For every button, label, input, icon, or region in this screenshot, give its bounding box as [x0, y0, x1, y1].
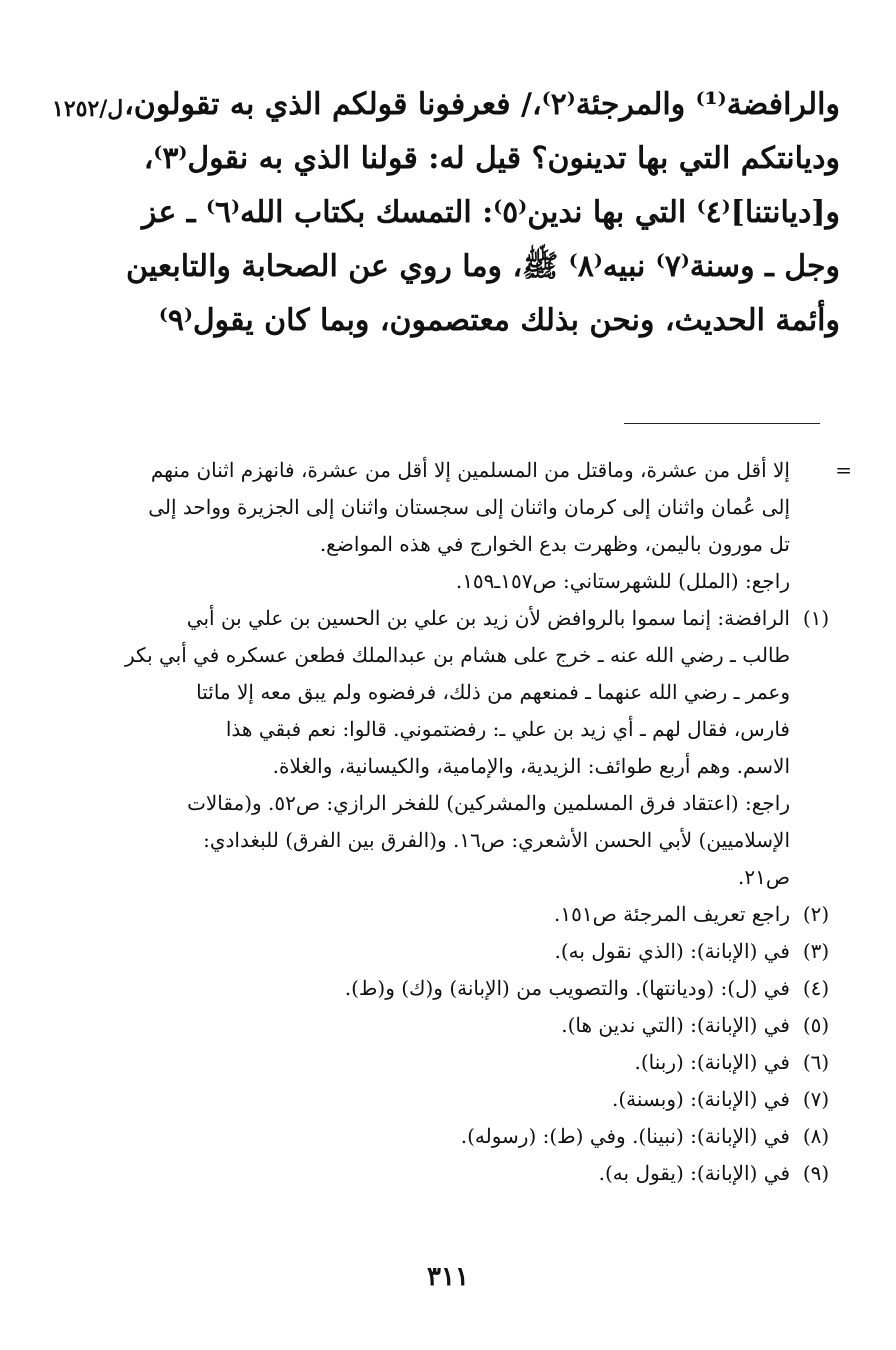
footnote-number: (٤) [802, 976, 830, 1000]
footnote-line: إلى عُمان واثنان إلى كرمان واثنان إلى سجستان واثنان إلى الجزيرة وواحد إلى [148, 495, 790, 519]
footnote-separator [624, 423, 820, 424]
footnote-line: إلا أقل من عشرة، وماقتل من المسلمين إلا أقل من عشرة، فانهزم اثنان منهم [150, 458, 790, 482]
footnote-line: راجع: (اعتقاد فرق المسلمين والمشركين) للفخر الرازي: ص٥٢. و(مقالات [187, 791, 790, 815]
footnote-6 [146, 1044, 842, 1081]
main-text-line: وديانتكم التي بها تدينون؟ قيل له: قولنا الذي به نقول⁽٣⁾، [143, 141, 840, 176]
footnote-line: في (الإبانة): (ربنا). [634, 1050, 790, 1074]
footnote-line: الإسلاميين) لأبي الحسن الأشعري: ص١٦. و(الفرق بين الفرق) للبغدادي: [203, 828, 790, 852]
footnote-line: وعمر ـ رضي الله عنهما ـ فمنعهم من ذلك، فرفضوه ولم يبق معه إلا مائتا [196, 680, 790, 704]
footnote-line: فارس، فقال لهم ـ أي زيد بن علي ـ: رفضتموني. قالوا: نعم فبقي هذا [225, 717, 790, 741]
footnote-line: راجع: (الملل) للشهرستاني: ص١٥٧ـ١٥٩. [455, 569, 790, 593]
footnote-continuation [146, 452, 852, 600]
footnote-line: راجع تعريف المرجئة ص١٥١. [554, 902, 790, 926]
main-text-line: و[ديانتنا]⁽٤⁾ التي بها ندين⁽٥⁾: التمسك بكتاب الله⁽٦⁾ ـ عز [141, 195, 840, 230]
footnote-line: تل مورون باليمن، وظهرت بدع الخوارج في هذه المواضع. [319, 532, 790, 556]
continuation-mark: = [835, 458, 852, 482]
footnote-line: في (الإبانة): (التي ندين ها). [561, 1013, 790, 1037]
main-text-line: وأئمة الحديث، ونحن بذلك معتصمون، وبما كان يقول⁽٩⁾ [158, 303, 840, 338]
footnote-line: في (الإبانة): (يقول به). [598, 1161, 790, 1185]
footnote-line: ص٢١. [737, 865, 790, 889]
main-text-line: والرافضة⁽¹⁾ والمرجئة⁽٢⁾،/ فعرفونا قولكم الذي به تقولون، [124, 87, 840, 122]
main-text-block [124, 78, 840, 348]
footnote-number: (١) [802, 606, 830, 630]
footnote-9 [146, 1155, 842, 1192]
footnote-line: في (ل): (وديانتها). والتصويب من (الإبانة) و(ك) و(ط). [344, 976, 790, 1000]
footnote-line: في (الإبانة): (الذي نقول به). [554, 939, 790, 963]
footnote-number: (٢) [802, 902, 830, 926]
footnote-number: (٩) [802, 1161, 830, 1185]
footnote-line: في (الإبانة): (وبسنة). [612, 1087, 790, 1111]
footnote-number: (٦) [802, 1050, 830, 1074]
page-number: ٣١١ [427, 1262, 469, 1292]
manuscript-folio-reference: ل/١٢٥٢ [52, 96, 124, 122]
footnote-3 [146, 933, 842, 970]
footnote-4 [146, 970, 842, 1007]
footnote-line: في (الإبانة): (نبينا). وفي (ط): (رسوله). [460, 1124, 790, 1148]
footnote-1 [124, 600, 842, 896]
main-text-line: وجل ـ وسنة⁽٧⁾ نبيه⁽٨⁾ ﷺ، وما روي عن الصحابة والتابعين [126, 249, 840, 284]
footnote-line: الرافضة: إنما سموا بالروافض لأن زيد بن علي بن الحسين بن علي بن أبي [186, 606, 790, 630]
footnote-8 [146, 1118, 842, 1155]
footnote-line: طالب ـ رضي الله عنه ـ خرج على هشام بن عبدالملك فطعن عسكره في أبي بكر [124, 643, 790, 667]
footnote-number: (٧) [802, 1087, 830, 1111]
footnote-number: (٣) [802, 939, 830, 963]
footnote-2 [146, 896, 842, 933]
footnote-7 [146, 1081, 842, 1118]
footnotes-section [124, 452, 852, 1192]
footnote-number: (٨) [802, 1124, 830, 1148]
footnote-line: الاسم. وهم أربع طوائف: الزيدية، والإمامية، والكيسانية، والغلاة. [272, 754, 790, 778]
footnote-5 [146, 1007, 842, 1044]
footnote-number: (٥) [802, 1013, 830, 1037]
